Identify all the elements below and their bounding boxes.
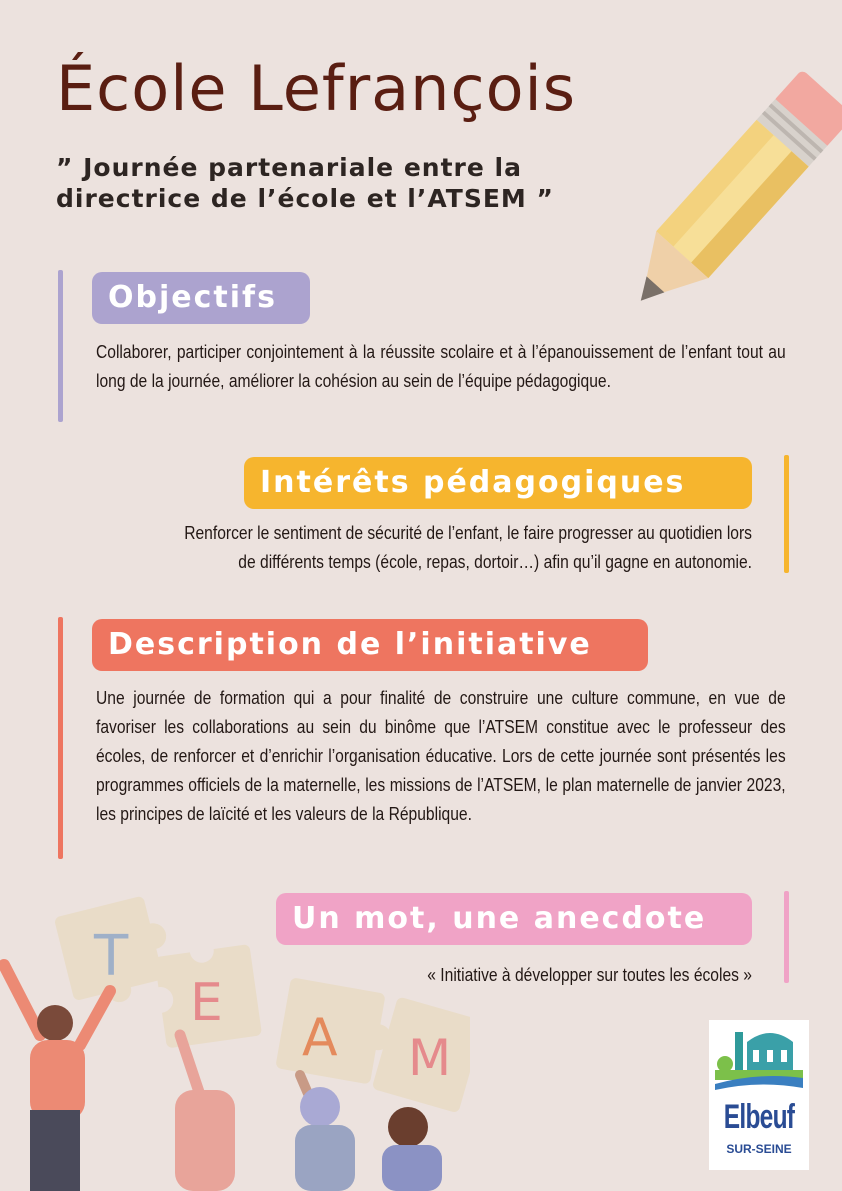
logo-subname: SUR-SEINE (726, 1142, 792, 1156)
page-title: École Lefrançois (56, 52, 577, 125)
anecdote-heading: Un mot, une anecdote (276, 893, 752, 945)
anecdote-text: « Initiative à développer sur toutes les écoles » (427, 964, 752, 985)
objectifs-heading: Objectifs (92, 272, 310, 324)
interets-text-line: Renforcer le sentiment de sécurité de l’enfant, le faire progresser au quotidien lors (184, 522, 753, 543)
team-illustration (0, 895, 470, 1191)
anecdote-accent-bar (784, 891, 789, 983)
subtitle-line: directrice de l’école et l’ATSEM ” (56, 184, 554, 213)
description-text: Une journée de formation qui a pour finalité de construire une culture commune, en vue de favoriser les collaborations au sein du binôme que l’ATSEM constitue avec le professeur des écoles, de renforcer et d’enrichir l’organisation éducative. Lors de cette journée sont présentés les programmes officiels de la maternelle, les missions de l’ATSEM, le plan maternelle de janvier 2023, les principes de laïcité et les valeurs de la République. (96, 687, 786, 824)
interets-text (0, 518, 752, 576)
person-icon (4, 965, 110, 1191)
person-icon (175, 1035, 235, 1191)
puzzle-letter: M (408, 1029, 452, 1087)
description-accent-bar (58, 617, 63, 859)
objectifs-accent-bar (58, 270, 63, 422)
interets-accent-bar (784, 455, 789, 573)
town-hall-icon (709, 1020, 809, 1100)
subtitle-line: ” Journée partenariale entre la (56, 153, 522, 182)
puzzle-letter: E (190, 973, 223, 1033)
interets-text-line: de différents temps (école, repas, dortoir…) afin qu’il gagne en autonomie. (238, 551, 753, 572)
puzzle-letter: A (302, 1008, 338, 1068)
logo-name: Elbeuf (723, 1098, 795, 1136)
pencil-icon (612, 60, 842, 320)
person-icon (295, 1075, 355, 1191)
description-heading: Description de l’initiative (92, 619, 648, 671)
person-icon (382, 1107, 442, 1191)
elbeuf-logo (709, 1020, 809, 1170)
puzzle-letter: T (94, 924, 129, 989)
objectifs-text: Collaborer, participer conjointement à la réussite scolaire et à l’épanouissement de l’enfant tout au long de la journée, améliorer la cohésion au sein de l’équipe pédagogique. (96, 341, 786, 391)
page-subtitle (56, 152, 696, 214)
interets-heading: Intérêts pédagogiques (244, 457, 752, 509)
